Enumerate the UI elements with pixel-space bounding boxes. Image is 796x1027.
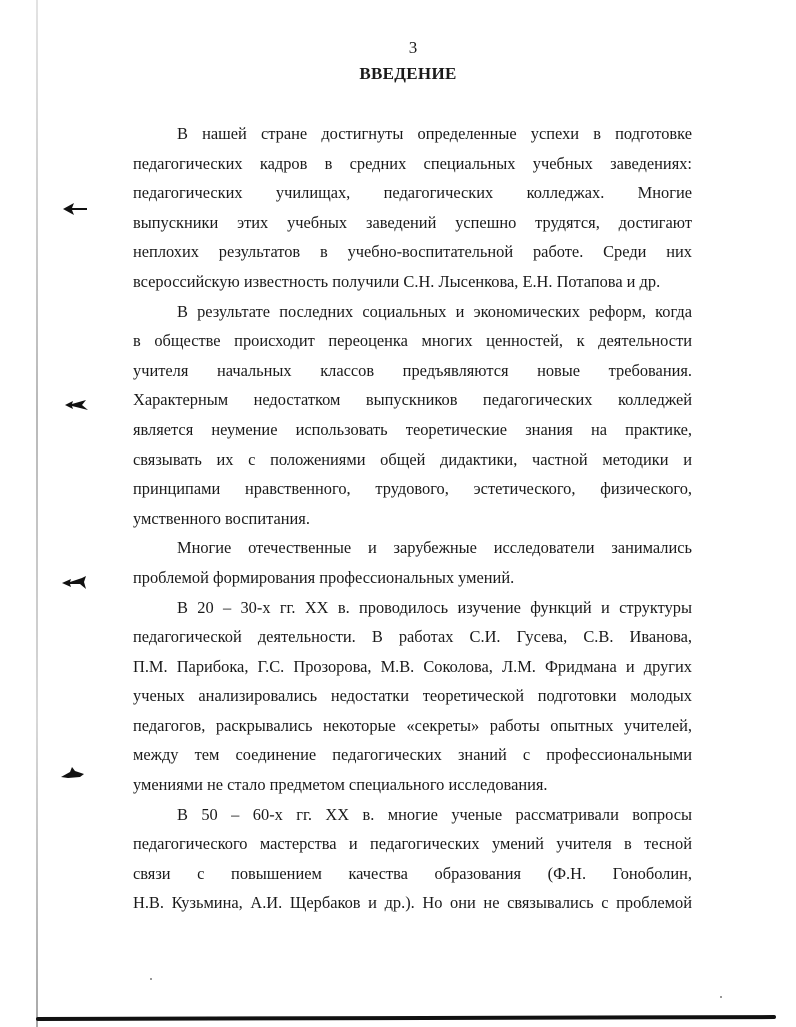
text-line: педагогической деятельности. В работах С.И. Гусева, С.В. Иванова, xyxy=(133,627,692,647)
scan-speck xyxy=(150,978,152,980)
margin-arrow-icon xyxy=(60,763,86,783)
scan-speck xyxy=(720,996,722,998)
text-line: В нашей стране достигнуты определенные успехи в подготовке xyxy=(177,124,692,143)
text-line: связи с повышением качества образования (Ф.Н. Гоноболин, xyxy=(133,863,692,883)
text-line: проблемой формирования профессиональных умений. xyxy=(133,567,515,587)
text-line: учителя начальных классов предъявляются новые требования. xyxy=(133,360,692,380)
page-number: 3 xyxy=(408,38,418,57)
text-line: педагогов, раскрывались некоторые «секреты» работы опытных учителей, xyxy=(133,715,692,735)
margin-arrow-icon xyxy=(62,200,88,218)
text-line: умениями не стало предметом специального исследования. xyxy=(133,775,548,795)
text-line: ученых анализировались недостатки теоретической подготовки молодых xyxy=(133,686,692,706)
scan-left-edge xyxy=(36,0,38,1027)
text-line: между тем соединение педагогических знаний с профессиональными xyxy=(133,745,692,765)
page-title: ВВЕДЕНИЕ xyxy=(359,64,457,83)
text-line: педагогических кадров в средних специальных учебных заведениях: xyxy=(133,153,692,173)
margin-arrow-icon xyxy=(60,573,88,593)
text-line: является неумение использовать теоретические знания на практике, xyxy=(133,419,692,439)
paragraph-4 xyxy=(133,593,692,800)
text-line: выпускники этих учебных заведений успешно трудятся, достигают xyxy=(133,212,692,232)
text-line: Многие отечественные и зарубежные исследователи занимались xyxy=(177,538,692,558)
text-line: педагогических училищах, педагогических колледжах. Многие xyxy=(133,183,692,203)
text-line: педагогического мастерства и педагогических умений учителя в тесной xyxy=(133,834,692,854)
margin-arrow-icon xyxy=(64,396,90,414)
paragraph-3 xyxy=(133,533,692,592)
text-line: П.М. Парибока, Г.С. Прозорова, М.В. Соколова, Л.М. Фридмана и других xyxy=(133,656,692,676)
text-line: в обществе происходит переоценка многих ценностей, к деятельности xyxy=(133,331,692,351)
text-line: Н.В. Кузьмина, А.И. Щербаков и др.). Но они не связывались с проблемой xyxy=(133,893,692,913)
text-line: неплохих результатов в учебно-воспитательной работе. Среди них xyxy=(133,242,692,262)
paragraph-2 xyxy=(133,297,692,534)
text-line: В 20 – 30-х гг. XX в. проводилось изучение функций и структуры xyxy=(177,597,692,617)
paragraph-5 xyxy=(133,800,692,918)
body-text xyxy=(133,119,692,918)
text-line: умственного воспитания. xyxy=(133,508,310,528)
paragraph-1 xyxy=(133,119,692,297)
text-line: В результате последних социальных и экономических реформ, когда xyxy=(177,301,692,321)
text-line: связывать их с положениями общей дидактики, частной методики и xyxy=(133,449,692,469)
scan-bottom-edge xyxy=(36,1015,776,1021)
text-line: Характерным недостатком выпускников педагогических колледжей xyxy=(133,390,692,410)
text-line: принципами нравственного, трудового, эстетического, физического, xyxy=(133,479,692,499)
text-line: В 50 – 60-х гг. XX в. многие ученые рассматривали вопросы xyxy=(177,804,692,824)
text-line: всероссийскую известность получили С.Н. Лысенкова, Е.Н. Потапова и др. xyxy=(133,271,661,291)
